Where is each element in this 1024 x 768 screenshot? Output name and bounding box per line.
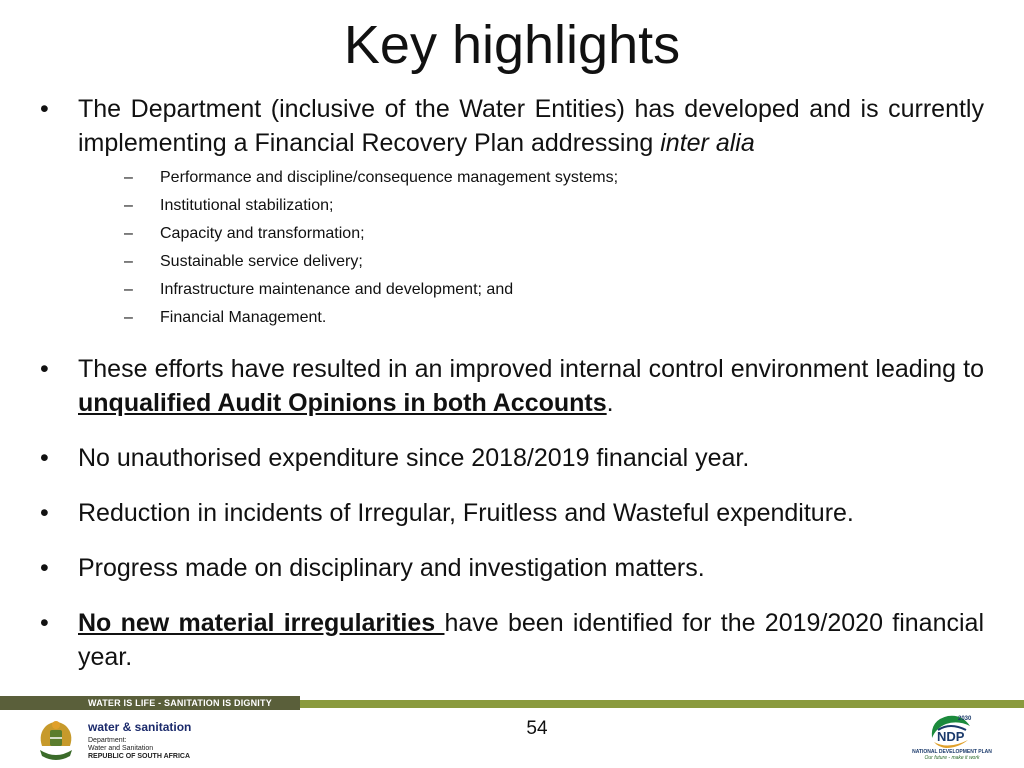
bullet-dot-icon: • xyxy=(40,95,49,123)
dash-icon: – xyxy=(124,197,133,214)
bullet-recovery-plan xyxy=(36,92,984,332)
slide-content xyxy=(36,92,984,674)
department-logo xyxy=(36,716,216,764)
footer-light-stripe xyxy=(300,700,1024,708)
ndp-logo xyxy=(910,712,994,764)
page-number: 54 xyxy=(526,718,548,739)
list-item: – Performance and discipline/consequence management systems; xyxy=(124,164,984,192)
department-name: Department: Water and Sanitation REPUBLIC OF SOUTH AFRICA xyxy=(88,737,191,760)
bullet-material-irregularities: • No new material irregularities have been identified for the 2019/2020 financial year. xyxy=(36,606,984,674)
footer-slogan: WATER IS LIFE - SANITATION IS DIGNITY xyxy=(88,698,272,708)
bullet-dot-icon: • xyxy=(40,499,49,527)
dash-icon: – xyxy=(124,169,133,186)
ndp-tagline: Our future - make it work xyxy=(924,755,980,761)
bullet-recovery-text: The Department (inclusive of the Water Entities) has developed and is currently implementing a Financial Recovery Plan addressing xyxy=(78,95,984,157)
bullet-internal-control: • These efforts have resulted in an improved internal control environment leading to unqualified Audit Opinions in both Accounts. xyxy=(36,352,984,420)
bullet-unauthorised: • No unauthorised expenditure since 2018/2019 financial year. xyxy=(36,441,984,475)
ndp-letters: NDP xyxy=(937,729,965,744)
list-item: – Infrastructure maintenance and development; and xyxy=(124,276,984,304)
ndp-label: NATIONAL DEVELOPMENT PLAN xyxy=(912,749,992,755)
coat-of-arms-logo xyxy=(36,716,76,762)
bullet-dot-icon: • xyxy=(40,355,49,383)
list-item: – Sustainable service delivery; xyxy=(124,248,984,276)
bullet-dot-icon: • xyxy=(40,609,49,637)
recovery-plan-sublist xyxy=(78,164,984,332)
brand-water-sanitation: water & sanitation xyxy=(88,720,192,734)
ndp-year: 2030 xyxy=(958,716,972,722)
bullet-dot-icon: • xyxy=(40,554,49,582)
footer-bar xyxy=(0,696,1024,710)
list-item: – Capacity and transformation; xyxy=(124,220,984,248)
ndp-emblem xyxy=(928,712,974,752)
bullet-dot-icon: • xyxy=(40,444,49,472)
dash-icon: – xyxy=(124,253,133,270)
audit-opinion-emphasis: unqualified Audit Opinions in both Accounts xyxy=(78,389,607,417)
list-item: – Institutional stabilization; xyxy=(124,192,984,220)
dash-icon: – xyxy=(124,281,133,298)
no-new-irregularities-emphasis: No new material irregularities xyxy=(78,609,445,637)
list-item: – Financial Management. xyxy=(124,304,984,332)
bullet-disciplinary: • Progress made on disciplinary and investigation matters. xyxy=(36,551,984,585)
dash-icon: – xyxy=(124,309,133,326)
bullet-irregular: • Reduction in incidents of Irregular, Fruitless and Wasteful expenditure. xyxy=(36,496,984,530)
dash-icon: – xyxy=(124,225,133,242)
slide-title: Key highlights xyxy=(343,15,681,75)
inter-alia-italic: inter alia xyxy=(660,129,755,157)
